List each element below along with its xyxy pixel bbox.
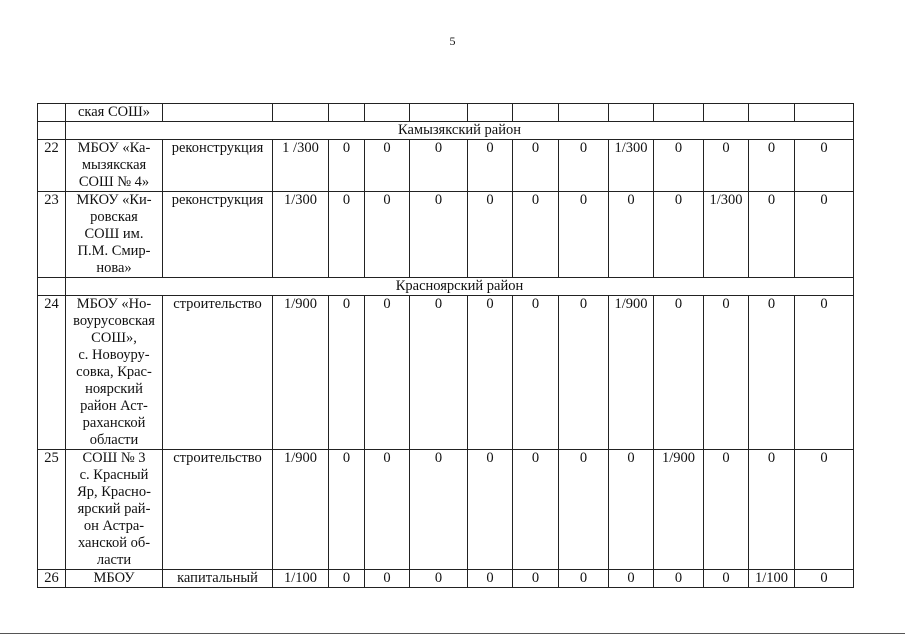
value-cell: 0: [609, 570, 654, 588]
row-number-cell: [38, 122, 66, 140]
value-cell: 0: [365, 140, 410, 192]
value-cell: 0: [329, 140, 365, 192]
value-cell: 1/100: [273, 570, 329, 588]
school-name-line: СОШ № 4»: [78, 174, 150, 190]
value-cell: [609, 104, 654, 122]
table-row: [38, 570, 854, 588]
value-cell: 0: [513, 296, 559, 450]
value-cell: 0: [704, 570, 749, 588]
value-cell: [468, 104, 513, 122]
value-cell: 1 /300: [273, 140, 329, 192]
school-name-line: СОШ № 3: [82, 450, 146, 466]
value-cell: 0: [365, 570, 410, 588]
value-cell: 0: [329, 570, 365, 588]
value-cell: 1/900: [609, 296, 654, 450]
value-cell: 0: [468, 570, 513, 588]
table-row: [38, 140, 854, 192]
value-cell: 1/100: [749, 570, 795, 588]
value-cell: 1/900: [273, 450, 329, 570]
school-name-cell: [66, 450, 163, 570]
school-name-line: СОШ»,: [91, 330, 137, 346]
value-cell: 0: [795, 192, 854, 278]
value-cell: 0: [559, 140, 609, 192]
table-body: [38, 104, 854, 588]
page-number: 5: [449, 34, 456, 48]
school-name-line: ская СОШ»: [77, 104, 150, 120]
table-row: [38, 296, 854, 450]
value-cell: 0: [749, 140, 795, 192]
value-cell: [513, 104, 559, 122]
table-row: [38, 122, 854, 140]
value-cell: 0: [795, 570, 854, 588]
school-name-line: МКОУ «Ки-: [76, 192, 152, 208]
value-cell: 0: [329, 450, 365, 570]
value-cell: [273, 104, 329, 122]
value-cell: 0: [513, 192, 559, 278]
value-cell: 0: [513, 140, 559, 192]
school-name-line: ноярский: [85, 381, 143, 397]
value-cell: 1/900: [273, 296, 329, 450]
work-type-cell: строительство: [163, 450, 273, 570]
table-row: [38, 278, 854, 296]
school-name-line: мызякская: [81, 157, 147, 173]
school-name-line: совка, Крас-: [76, 364, 152, 380]
value-cell: 0: [704, 450, 749, 570]
value-cell: 0: [365, 296, 410, 450]
value-cell: 0: [609, 192, 654, 278]
row-number-cell: 22: [38, 140, 66, 192]
value-cell: 1/300: [704, 192, 749, 278]
value-cell: 0: [559, 296, 609, 450]
school-name-line: ласти: [96, 552, 132, 568]
value-cell: 0: [795, 140, 854, 192]
school-name-line: Яр, Красно-: [77, 484, 151, 500]
row-number-cell: 25: [38, 450, 66, 570]
school-name-cell: [66, 296, 163, 450]
school-name-line: ярский рай-: [77, 501, 151, 517]
value-cell: 0: [654, 140, 704, 192]
value-cell: 0: [654, 296, 704, 450]
value-cell: 0: [329, 192, 365, 278]
value-cell: 0: [559, 192, 609, 278]
section-title: Камызякский район: [66, 122, 854, 140]
value-cell: [704, 104, 749, 122]
row-number-cell: 26: [38, 570, 66, 588]
school-name-line: МБОУ «Ка-: [77, 140, 151, 156]
value-cell: 1/300: [609, 140, 654, 192]
school-name-line: он Астра-: [83, 518, 145, 534]
value-cell: [410, 104, 468, 122]
school-name-cell: [66, 104, 163, 122]
school-name-line: район Аст-: [80, 398, 148, 414]
value-cell: 0: [513, 570, 559, 588]
school-name-cell: [66, 570, 163, 588]
value-cell: 0: [410, 450, 468, 570]
table-row: [38, 104, 854, 122]
school-name-cell: [66, 140, 163, 192]
value-cell: 0: [749, 450, 795, 570]
page-edge-line: [0, 633, 905, 634]
value-cell: 0: [329, 296, 365, 450]
value-cell: 0: [513, 450, 559, 570]
work-type-cell: реконструкция: [163, 192, 273, 278]
school-name-line: ханской об-: [77, 535, 151, 551]
value-cell: 0: [795, 450, 854, 570]
value-cell: 0: [654, 192, 704, 278]
value-cell: 0: [704, 140, 749, 192]
value-cell: 0: [365, 450, 410, 570]
value-cell: 0: [609, 450, 654, 570]
school-name-line: ровская: [90, 209, 138, 225]
data-table: [37, 103, 854, 588]
value-cell: [654, 104, 704, 122]
school-name-line: П.М. Смир-: [77, 243, 151, 259]
value-cell: 0: [410, 296, 468, 450]
row-number-cell: 24: [38, 296, 66, 450]
table-row: [38, 450, 854, 570]
value-cell: 0: [468, 450, 513, 570]
value-cell: [749, 104, 795, 122]
school-name-line: МБОУ: [93, 570, 135, 586]
value-cell: 0: [410, 192, 468, 278]
work-type-cell: капитальный: [163, 570, 273, 588]
value-cell: [795, 104, 854, 122]
value-cell: 1/900: [654, 450, 704, 570]
value-cell: 0: [559, 570, 609, 588]
school-name-line: области: [89, 432, 139, 448]
value-cell: 0: [559, 450, 609, 570]
row-number-cell: [38, 278, 66, 296]
value-cell: 0: [410, 570, 468, 588]
school-name-line: с. Новоуру-: [78, 347, 150, 363]
value-cell: 0: [365, 192, 410, 278]
value-cell: [329, 104, 365, 122]
value-cell: 0: [704, 296, 749, 450]
section-title: Красноярский район: [66, 278, 854, 296]
school-name-line: с. Красный: [79, 467, 149, 483]
school-name-cell: [66, 192, 163, 278]
value-cell: 0: [410, 140, 468, 192]
row-number-cell: [38, 104, 66, 122]
value-cell: [365, 104, 410, 122]
work-type-cell: [163, 104, 273, 122]
value-cell: 0: [795, 296, 854, 450]
school-name-line: нова»: [96, 260, 132, 276]
value-cell: 0: [468, 192, 513, 278]
value-cell: 0: [749, 296, 795, 450]
value-cell: 0: [749, 192, 795, 278]
row-number-cell: 23: [38, 192, 66, 278]
school-name-line: МБОУ «Но-: [76, 296, 152, 312]
value-cell: 0: [654, 570, 704, 588]
value-cell: 0: [468, 140, 513, 192]
school-name-line: раханской: [82, 415, 146, 431]
school-name-line: воурусовская: [73, 313, 155, 329]
value-cell: 0: [468, 296, 513, 450]
work-type-cell: реконструкция: [163, 140, 273, 192]
table-row: [38, 192, 854, 278]
value-cell: 1/300: [273, 192, 329, 278]
value-cell: [559, 104, 609, 122]
school-name-line: СОШ им.: [84, 226, 144, 242]
work-type-cell: строительство: [163, 296, 273, 450]
